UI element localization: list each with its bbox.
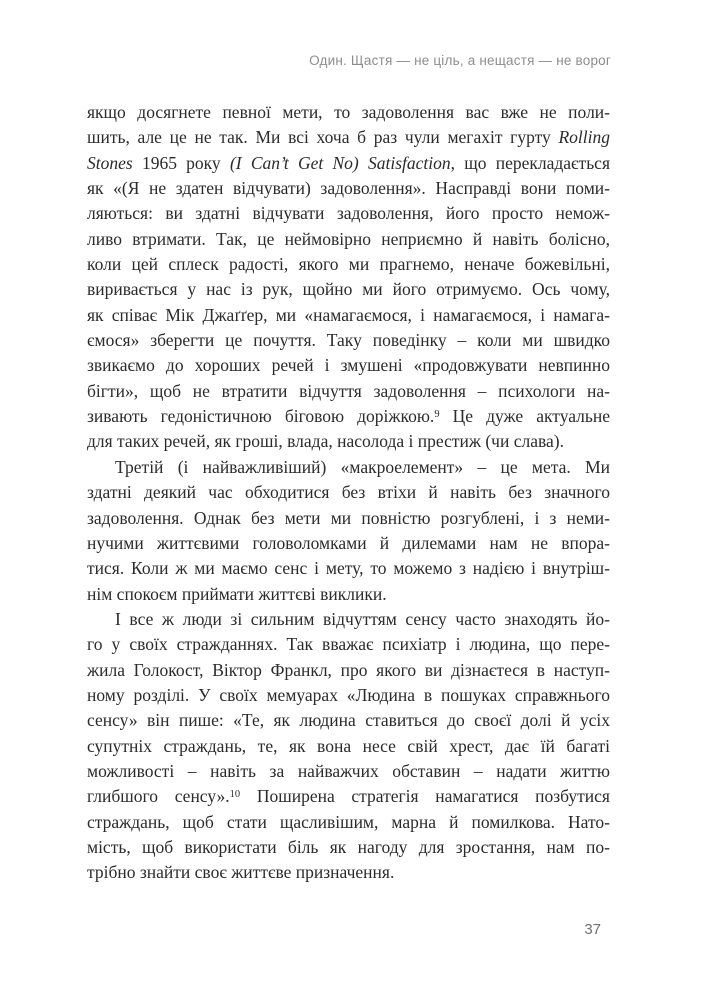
text-segment: виривається у нас із рук, щойно ми його отримуємо. Ось чому, <box>87 279 610 300</box>
text-segment: страждань, щоб стати щасливішим, марна й помилкова. Нато- <box>87 811 610 832</box>
text-segment: бігти», щоб не втратити відчуття задоволення – психологи на- <box>87 380 610 401</box>
text-line <box>87 303 610 328</box>
text-segment: Третій (і найважливіший) «макроелемент» – це мета. Ми <box>115 456 610 477</box>
text-line <box>87 227 610 252</box>
text-segment: тися. Коли ж ми маємо сенс і мету, то можемо з надією і внутріш- <box>87 558 610 579</box>
text-segment: І все ж люди зі сильним відчуттям сенсу часто знаходять йо- <box>115 608 610 629</box>
text-segment: , що перекладається <box>450 152 610 173</box>
text-segment: ємося» зберегти це почуття. Таку поведінку – коли ми швидко <box>87 330 610 351</box>
footnote-marker: 9 <box>434 408 440 420</box>
text-line <box>87 860 610 885</box>
text-line <box>87 480 610 505</box>
text-line <box>87 632 610 657</box>
page-number: 37 <box>584 921 601 938</box>
page-text <box>87 100 610 886</box>
text-segment: нучими життєвими головоломками й дилемами нам не впора- <box>87 532 610 553</box>
text-segment: сенсу» він пише: «Те, як людина ставиться до своєї долі й усіх <box>87 710 610 731</box>
italic-text: Rolling <box>558 127 610 148</box>
text-line <box>87 328 610 353</box>
paragraph <box>87 100 610 455</box>
text-line <box>87 252 610 277</box>
text-line <box>87 404 610 429</box>
text-line <box>87 353 610 378</box>
text-segment: можливості – навіть за найважчих обставин – надати життю <box>87 760 610 781</box>
running-header: Один. Щастя — не ціль, а нещастя — не ворог <box>309 53 611 68</box>
text-line <box>87 556 610 581</box>
text-line <box>87 100 610 125</box>
text-segment: Це дуже актуальне <box>439 406 610 427</box>
text-line <box>87 784 610 809</box>
text-line <box>87 531 610 556</box>
text-segment: задоволення. Однак без мети ми повністю розгублені, і з неми- <box>87 507 610 528</box>
text-segment: як співає Мік Джаґґер, ми «намагаємося, і намагаємося, і намага- <box>87 304 610 325</box>
text-line <box>87 683 610 708</box>
text-segment: ному розділі. У своїх мемуарах «Людина в пошуках справжнього <box>87 684 610 705</box>
text-segment: жила Голокост, Віктор Франкл, про якого ви дізнаєтеся в наступ- <box>87 659 610 680</box>
paragraph <box>87 607 610 886</box>
footnote-marker: 10 <box>229 789 241 801</box>
text-line <box>87 734 610 759</box>
text-segment: нім спокоєм приймати життєві виклики. <box>87 583 387 604</box>
text-line <box>87 810 610 835</box>
text-line <box>87 151 610 176</box>
text-line <box>87 658 610 683</box>
text-segment: глибшого сенсу». <box>87 786 230 807</box>
text-line <box>87 506 610 531</box>
italic-text: Stones <box>87 152 133 173</box>
text-segment: супутніх страждань, те, як вона несе свій хрест, дає їй багаті <box>87 735 610 756</box>
text-segment: здатні деякий час обходитися без втіхи й навіть без значного <box>87 482 610 503</box>
text-line <box>87 607 610 632</box>
text-segment: трібно знайти своє життєве призначення. <box>87 862 395 883</box>
text-line <box>87 125 610 150</box>
text-segment: для таких речей, як гроші, влада, насолода і престиж (чи слава). <box>87 431 564 452</box>
text-segment: як «(Я не здатен відчувати) задоволення». Насправді вони поми- <box>87 178 610 199</box>
text-segment: го у своїх стражданнях. Так вважає психіатр і людина, що пере- <box>87 634 610 655</box>
text-line <box>87 201 610 226</box>
text-line <box>87 582 610 607</box>
text-segment: звикаємо до хороших речей і змушені «продовжувати невпинно <box>87 355 610 376</box>
text-line <box>87 379 610 404</box>
text-segment: мість, щоб використати біль як нагоду для зростання, нам по- <box>87 836 610 857</box>
text-line <box>87 708 610 733</box>
text-line <box>87 429 610 454</box>
text-segment: шить, але це не так. Ми всі хоча б раз чули мегахіт гурту <box>87 127 559 148</box>
italic-text: (I Can’t Get No) Satisfaction <box>229 152 451 173</box>
text-line <box>87 277 610 302</box>
text-line <box>87 176 610 201</box>
text-line <box>87 835 610 860</box>
text-segment: Поширена стратегія намагатися позбутися <box>240 786 610 807</box>
text-line <box>87 759 610 784</box>
paragraph <box>87 455 610 607</box>
text-segment: коли цей сплеск радості, якого ми прагнемо, неначе божевільні, <box>87 254 610 275</box>
text-segment: 1965 року <box>132 152 230 173</box>
text-segment: ливо втримати. Так, це неймовірно неприємно й навіть болісно, <box>87 228 610 249</box>
text-line <box>87 455 610 480</box>
text-segment: якщо досягнете певної мети, то задоволення вас вже не поли- <box>87 102 610 122</box>
text-segment: ляються: ви здатні відчувати задоволення, його просто немож- <box>87 203 610 224</box>
text-segment: зивають гедоністичною біговою доріжкою. <box>87 406 435 427</box>
